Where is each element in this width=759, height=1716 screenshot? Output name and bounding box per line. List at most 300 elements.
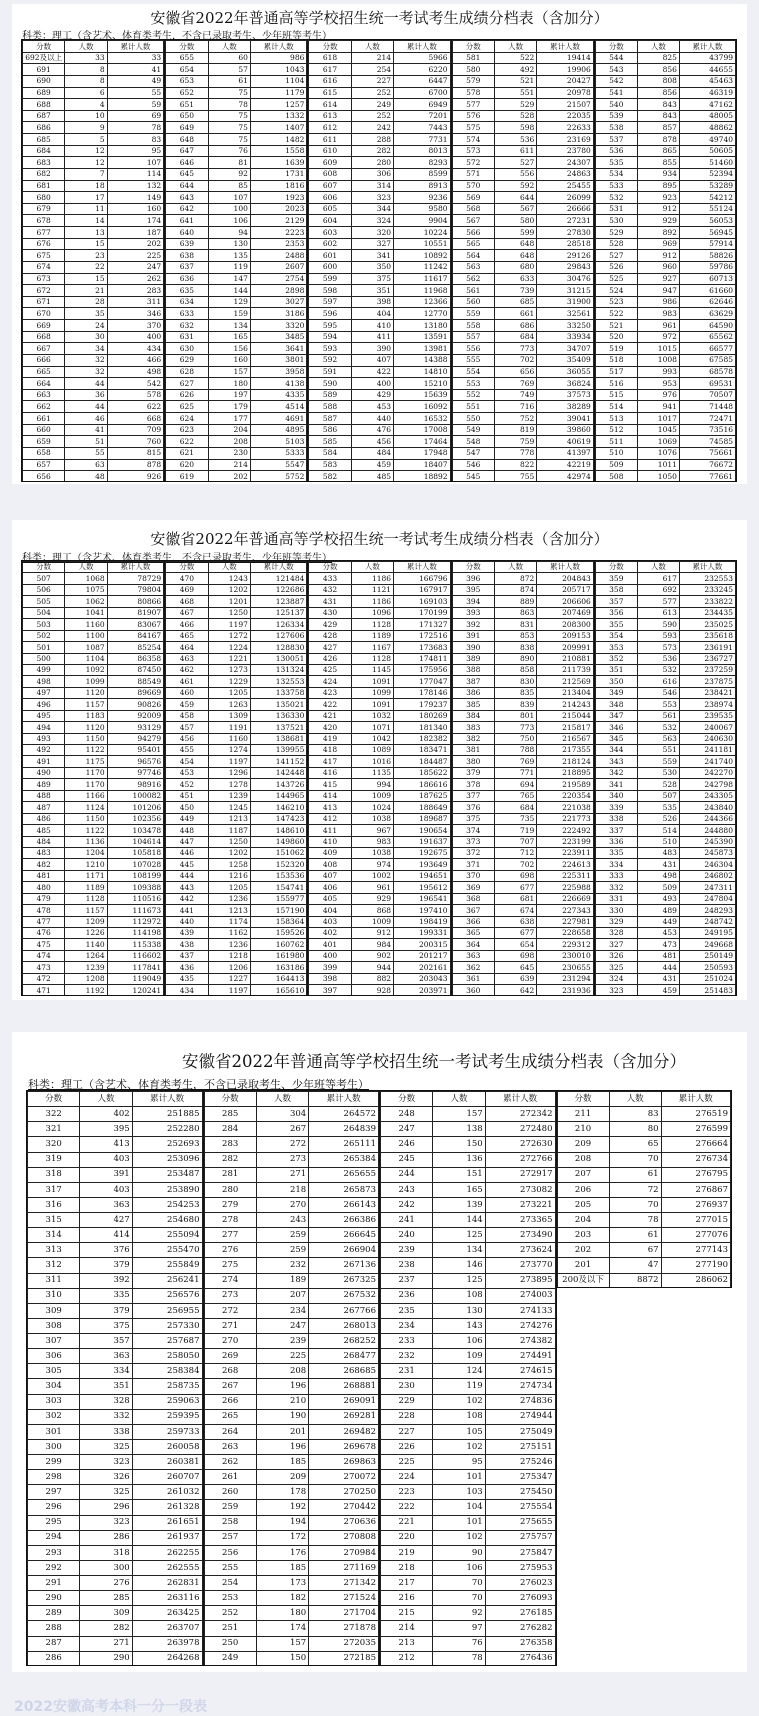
count-cell: 1218: [208, 950, 250, 961]
score-cell: 365: [452, 928, 494, 939]
cumulative-cell: 5333: [250, 447, 307, 459]
score-cell: 201: [557, 1258, 609, 1273]
score-cell: 239: [381, 1243, 433, 1258]
score-cell: 268: [204, 1364, 256, 1379]
cumulative-cell: 197410: [394, 905, 451, 916]
table-row: [23, 366, 164, 378]
table-row: [23, 950, 164, 961]
count-cell: 106: [433, 1560, 485, 1575]
cumulative-cell: 262555: [132, 1560, 202, 1575]
cumulative-cell: 243305: [679, 790, 735, 801]
cumulative-cell: 159526: [250, 928, 307, 939]
count-cell: 230: [208, 447, 250, 459]
cumulative-cell: 283: [107, 285, 164, 297]
table-row: [452, 354, 593, 366]
cumulative-cell: 6220: [394, 64, 451, 76]
score-cell: 542: [595, 75, 637, 87]
table-row: [166, 250, 307, 262]
table-row: [204, 1560, 379, 1575]
count-cell: 21: [65, 285, 107, 297]
score-cell: 498: [23, 676, 65, 687]
cumulative-cell: 200315: [394, 939, 451, 950]
count-cell: 895: [637, 180, 679, 192]
count-cell: 119: [433, 1379, 485, 1394]
count-cell: 825: [637, 52, 679, 64]
count-cell: 130: [208, 238, 250, 250]
count-cell: 1017: [637, 413, 679, 425]
count-cell: 750: [494, 733, 536, 744]
score-cell: 305: [28, 1364, 80, 1379]
table-row: [309, 471, 450, 482]
cumulative-cell: 311: [107, 296, 164, 308]
count-cell: 719: [494, 825, 536, 836]
table-row: [166, 573, 307, 584]
table-row: [595, 916, 735, 927]
count-cell: 325: [80, 1485, 132, 1500]
count-cell: 80: [609, 1122, 661, 1137]
score-cell: 502: [23, 630, 65, 641]
cumulative-cell: 206606: [537, 596, 594, 607]
table-row: [595, 630, 735, 641]
table-row: [166, 619, 307, 630]
count-cell: 788: [494, 745, 536, 756]
table-row: [166, 447, 307, 459]
score-cell: 470: [166, 573, 208, 584]
score-cell: 371: [452, 859, 494, 870]
score-cell: 487: [23, 802, 65, 813]
count-cell: 801: [494, 710, 536, 721]
cumulative-cell: 274382: [485, 1334, 555, 1349]
table-row: [309, 459, 450, 471]
score-table-panel-1: [12, 4, 747, 484]
table-row: [452, 756, 593, 767]
count-cell: 323: [351, 192, 393, 204]
table-row: [381, 1651, 556, 1666]
cumulative-cell: 203971: [394, 985, 451, 996]
count-cell: 535: [637, 802, 679, 813]
col-header-count: 人数: [80, 1092, 132, 1107]
header-row: [23, 41, 164, 53]
cumulative-cell: 161980: [250, 950, 307, 961]
cumulative-cell: 271342: [309, 1576, 379, 1591]
table-row: [595, 745, 735, 756]
score-cell: 369: [452, 882, 494, 893]
table-row: [452, 722, 593, 733]
score-cell: 445: [166, 859, 208, 870]
count-cell: 1167: [351, 642, 393, 653]
count-cell: 1236: [208, 939, 250, 950]
score-cell: 232: [381, 1349, 433, 1364]
score-cell: 481: [23, 870, 65, 881]
score-cell: 370: [452, 870, 494, 881]
score-cell: 688: [23, 99, 65, 111]
table-row: [28, 1621, 203, 1636]
count-cell: 536: [494, 134, 536, 146]
score-cell: 333: [595, 870, 637, 881]
cumulative-cell: 84167: [107, 630, 164, 641]
table-row: [452, 296, 593, 308]
cumulative-cell: 274944: [485, 1409, 555, 1424]
cumulative-cell: 51460: [679, 157, 735, 169]
score-cell: 327: [595, 939, 637, 950]
table-row: [166, 882, 307, 893]
table-row: [204, 1137, 379, 1152]
cumulative-cell: 62646: [679, 296, 735, 308]
score-cell: 555: [452, 354, 494, 366]
cumulative-cell: 114: [107, 168, 164, 180]
cumulative-cell: 242798: [679, 779, 735, 790]
count-cell: 105: [433, 1424, 485, 1439]
count-cell: 1274: [208, 745, 250, 756]
table-row: [381, 1303, 556, 1318]
table-row: [204, 1167, 379, 1182]
table-row: [595, 687, 735, 698]
table-row: [452, 447, 593, 459]
score-cell: 282: [204, 1152, 256, 1167]
col-header-count: 人数: [637, 41, 679, 53]
cumulative-cell: 270984: [309, 1545, 379, 1560]
table-row: [309, 436, 450, 448]
cumulative-cell: 127606: [250, 630, 307, 641]
score-cell: 296: [28, 1500, 80, 1515]
cumulative-cell: 2353: [250, 238, 307, 250]
score-cell: 544: [595, 52, 637, 64]
score-cell: 659: [23, 436, 65, 448]
cumulative-cell: 238421: [679, 687, 735, 698]
cumulative-cell: 215817: [537, 722, 594, 733]
count-cell: 863: [494, 607, 536, 618]
col-header-score: 分数: [452, 562, 494, 573]
table-row: [166, 215, 307, 227]
table-row: [557, 1258, 731, 1273]
table-row: [23, 939, 164, 950]
cumulative-cell: 4514: [250, 401, 307, 413]
cumulative-cell: 111673: [107, 905, 164, 916]
score-cell: 575: [452, 122, 494, 134]
cumulative-cell: 277190: [661, 1258, 730, 1273]
cumulative-cell: 271704: [309, 1606, 379, 1621]
table-row: [452, 285, 593, 297]
score-cell: 437: [166, 950, 208, 961]
cumulative-cell: 10892: [394, 250, 451, 262]
table-row: [23, 401, 164, 413]
table-row: [309, 320, 450, 332]
score-cell: 291: [28, 1576, 80, 1591]
score-cell: 538: [595, 122, 637, 134]
count-cell: 83: [609, 1107, 661, 1122]
table-row: [595, 134, 735, 146]
cumulative-cell: 272630: [485, 1137, 555, 1152]
count-cell: 765: [494, 790, 536, 801]
table-row: [595, 664, 735, 675]
cumulative-cell: 21507: [537, 99, 594, 111]
table-block: [164, 39, 308, 482]
count-cell: 271: [256, 1167, 308, 1182]
score-cell: 338: [595, 813, 637, 824]
cumulative-cell: 3641: [250, 343, 307, 355]
table-row: [28, 1591, 203, 1606]
count-cell: 1038: [351, 847, 393, 858]
score-cell: 593: [309, 343, 351, 355]
count-cell: 976: [637, 389, 679, 401]
count-cell: 573: [637, 642, 679, 653]
table-row: [23, 110, 164, 122]
cumulative-cell: 151062: [250, 847, 307, 858]
cumulative-cell: 194651: [394, 870, 451, 881]
count-cell: 1011: [637, 459, 679, 471]
table-row: [23, 779, 164, 790]
cumulative-cell: 3027: [250, 296, 307, 308]
count-cell: 1239: [208, 790, 250, 801]
table-row: [595, 145, 735, 157]
table-row: [381, 1500, 556, 1515]
score-cell: 316: [28, 1197, 80, 1212]
count-cell: 288: [351, 134, 393, 146]
table-row: [452, 227, 593, 239]
score-cell: 547: [452, 447, 494, 459]
table-row: [309, 836, 450, 847]
table-row: [166, 168, 307, 180]
count-cell: 410: [351, 320, 393, 332]
cumulative-cell: 23780: [537, 145, 594, 157]
cumulative-cell: 273365: [485, 1213, 555, 1228]
count-cell: 320: [351, 227, 393, 239]
table-row: [166, 145, 307, 157]
score-table: [21, 560, 737, 995]
cumulative-cell: 245873: [679, 847, 735, 858]
cumulative-cell: 274734: [485, 1379, 555, 1394]
score-cell: 429: [309, 619, 351, 630]
score-cell: 655: [166, 52, 208, 64]
count-cell: 51: [65, 436, 107, 448]
score-cell: 640: [166, 227, 208, 239]
cumulative-cell: 33250: [537, 320, 594, 332]
table-row: [28, 1213, 203, 1228]
score-cell: 404: [309, 905, 351, 916]
table-row: [452, 64, 593, 76]
cumulative-cell: 193649: [394, 859, 451, 870]
cumulative-cell: 80866: [107, 596, 164, 607]
count-cell: 335: [80, 1288, 132, 1303]
count-cell: 769: [494, 378, 536, 390]
count-cell: 994: [351, 779, 393, 790]
cumulative-cell: 668: [107, 413, 164, 425]
count-cell: 593: [637, 630, 679, 641]
cumulative-cell: 33934: [537, 331, 594, 343]
score-cell: 362: [452, 962, 494, 973]
score-cell: 611: [309, 134, 351, 146]
table-row: [557, 1137, 731, 1152]
table-row: [204, 1364, 379, 1379]
col-header-cumulative: 累计人数: [107, 562, 164, 573]
cumulative-cell: 120241: [107, 985, 164, 996]
score-cell: 637: [166, 261, 208, 273]
table-row: [452, 893, 593, 904]
cumulative-cell: 265384: [309, 1152, 379, 1167]
cumulative-cell: 63629: [679, 308, 735, 320]
score-cell: 484: [23, 836, 65, 847]
score-cell: 687: [23, 110, 65, 122]
count-cell: 1243: [208, 573, 250, 584]
count-cell: 878: [637, 134, 679, 146]
table-row: [595, 389, 735, 401]
count-cell: 197: [208, 389, 250, 401]
score-cell: 367: [452, 905, 494, 916]
table-row: [23, 962, 164, 973]
cumulative-cell: 114198: [107, 928, 164, 939]
cumulative-cell: 3485: [250, 331, 307, 343]
table-row: [595, 973, 735, 984]
cumulative-cell: 225988: [537, 882, 594, 893]
table-row: [23, 343, 164, 355]
cumulative-cell: 55: [107, 87, 164, 99]
score-cell: 549: [452, 424, 494, 436]
score-cell: 525: [595, 273, 637, 285]
table-row: [28, 1500, 203, 1515]
table-row: [452, 366, 593, 378]
count-cell: 106: [433, 1334, 485, 1349]
cumulative-cell: 33: [107, 52, 164, 64]
count-cell: 129: [208, 296, 250, 308]
count-cell: 429: [351, 389, 393, 401]
table-row: [204, 1243, 379, 1258]
cumulative-cell: 59: [107, 99, 164, 111]
count-cell: 752: [494, 413, 536, 425]
count-cell: 1213: [208, 813, 250, 824]
cumulative-cell: 34707: [537, 343, 594, 355]
cumulative-cell: 270636: [309, 1515, 379, 1530]
count-cell: 7: [65, 168, 107, 180]
cumulative-cell: 83067: [107, 619, 164, 630]
cumulative-cell: 346: [107, 308, 164, 320]
score-cell: 266: [204, 1394, 256, 1409]
count-cell: 70: [433, 1591, 485, 1606]
score-cell: 689: [23, 87, 65, 99]
table-row: [381, 1515, 556, 1530]
score-cell: 552: [452, 389, 494, 401]
score-cell: 578: [452, 87, 494, 99]
cumulative-cell: 72471: [679, 413, 735, 425]
table-row: [595, 168, 735, 180]
table-row: [381, 1167, 556, 1182]
cumulative-cell: 35409: [537, 354, 594, 366]
table-row: [595, 308, 735, 320]
cumulative-cell: 154741: [250, 882, 307, 893]
count-cell: 835: [494, 687, 536, 698]
score-cell: 684: [23, 145, 65, 157]
count-cell: 546: [637, 687, 679, 698]
cumulative-cell: 131324: [250, 664, 307, 675]
score-cell: 409: [309, 847, 351, 858]
count-cell: 108: [433, 1409, 485, 1424]
table-row: [595, 985, 735, 996]
table-row: [309, 378, 450, 390]
score-cell: 648: [166, 134, 208, 146]
score-cell: 572: [452, 157, 494, 169]
count-cell: 65: [609, 1137, 661, 1152]
score-cell: 379: [452, 767, 494, 778]
cumulative-cell: 50605: [679, 145, 735, 157]
col-header-cumulative: 累计人数: [250, 41, 307, 53]
cumulative-cell: 195612: [394, 882, 451, 893]
score-cell: 234: [381, 1318, 433, 1333]
count-cell: 1124: [65, 802, 107, 813]
score-cell: 661: [23, 413, 65, 425]
table-row: [557, 1243, 731, 1258]
score-cell: 650: [166, 110, 208, 122]
score-cell: 485: [23, 825, 65, 836]
score-cell: 600: [309, 261, 351, 273]
count-cell: 392: [80, 1273, 132, 1288]
cumulative-cell: 172516: [394, 630, 451, 641]
header-row: [166, 562, 307, 573]
table-row: [23, 122, 164, 134]
table-block: [451, 560, 595, 996]
table-row: [595, 836, 735, 847]
cumulative-cell: 77661: [679, 471, 735, 482]
count-cell: 1250: [208, 607, 250, 618]
table-row: [28, 1182, 203, 1197]
count-cell: 376: [80, 1243, 132, 1258]
cumulative-cell: 209153: [537, 630, 594, 641]
cumulative-cell: 117841: [107, 962, 164, 973]
score-cell: 311: [28, 1273, 80, 1288]
count-cell: 1089: [351, 745, 393, 756]
table-row: [595, 110, 735, 122]
count-cell: 379: [80, 1258, 132, 1273]
count-cell: 974: [351, 859, 393, 870]
score-cell: 510: [595, 447, 637, 459]
table-row: [309, 893, 450, 904]
panel-title: 安徽省2022年普通高等学校招生统一考试考生成绩分档表（含加分）: [150, 530, 609, 548]
count-cell: 1122: [65, 745, 107, 756]
score-cell: 557: [452, 331, 494, 343]
count-cell: 15: [65, 238, 107, 250]
count-cell: 1205: [208, 882, 250, 893]
cumulative-cell: 126334: [250, 619, 307, 630]
table-row: [23, 168, 164, 180]
count-cell: 1038: [351, 813, 393, 824]
count-cell: 1166: [65, 790, 107, 801]
count-cell: 208: [256, 1364, 308, 1379]
score-cell: 605: [309, 203, 351, 215]
count-cell: 556: [494, 168, 536, 180]
score-cell: 302: [28, 1409, 80, 1424]
count-cell: 318: [80, 1545, 132, 1560]
table-row: [309, 52, 450, 64]
score-cell: 610: [309, 145, 351, 157]
count-cell: 108: [433, 1288, 485, 1303]
table-row: [204, 1152, 379, 1167]
count-cell: 1076: [637, 447, 679, 459]
count-cell: 34: [65, 343, 107, 355]
score-cell: 221: [381, 1515, 433, 1530]
table-row: [23, 192, 164, 204]
cumulative-cell: 228658: [537, 928, 594, 939]
count-cell: 252: [351, 87, 393, 99]
count-cell: 1197: [208, 756, 250, 767]
score-cell: 683: [23, 157, 65, 169]
cumulative-cell: 66577: [679, 343, 735, 355]
count-cell: 75: [208, 110, 250, 122]
cumulative-cell: 251024: [679, 973, 735, 984]
count-cell: 109: [433, 1349, 485, 1364]
count-cell: 185: [256, 1560, 308, 1575]
table-row: [166, 756, 307, 767]
score-cell: 526: [595, 261, 637, 273]
cumulative-cell: 41397: [537, 447, 594, 459]
score-cell: 385: [452, 699, 494, 710]
